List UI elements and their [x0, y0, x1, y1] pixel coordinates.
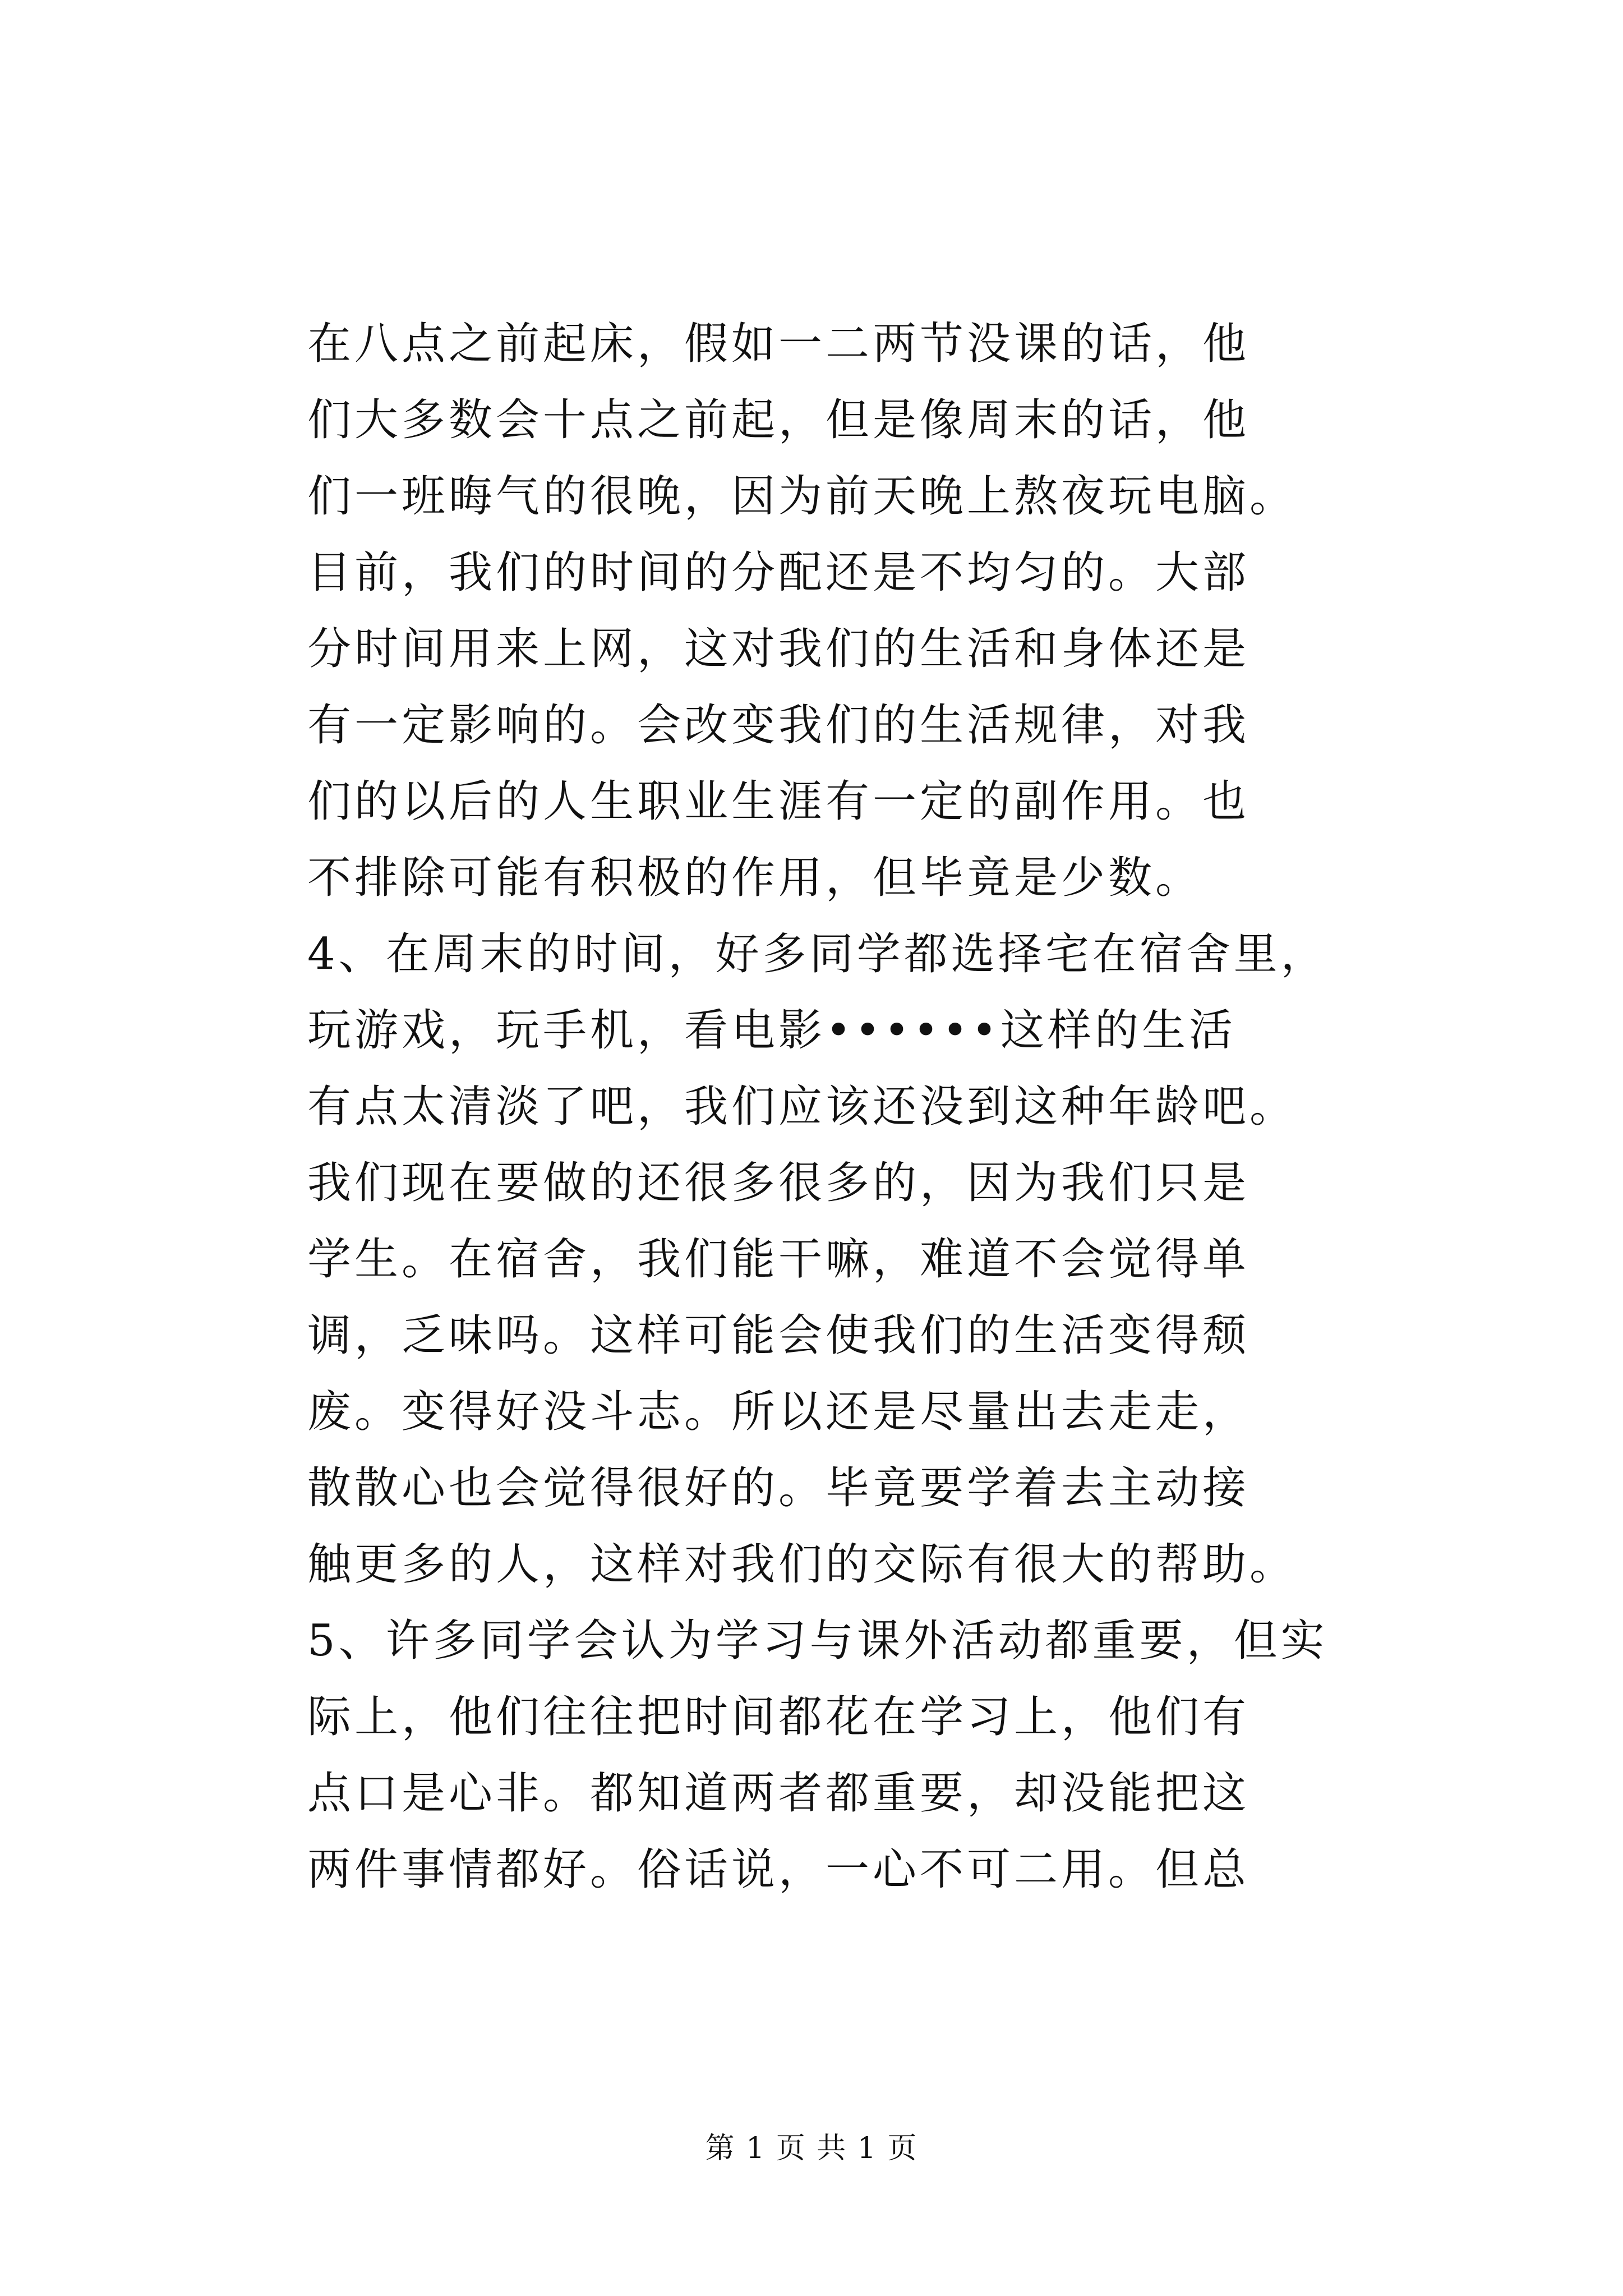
text-line: 们的以后的人生职业生涯有一定的副作用。也	[307, 776, 1250, 827]
text-line: 在八点之前起床，假如一二两节没课的话，他	[307, 319, 1250, 369]
text-line: 分时间用来上网，这对我们的生活和身体还是	[307, 624, 1250, 674]
body-text	[307, 306, 1552, 1908]
text-line: 学生。在宿舍，我们能干嘛，难道不会觉得单	[307, 1234, 1250, 1285]
page-number: 第 1 页 共 1 页	[705, 2132, 918, 2165]
text-line: 目前，我们的时间的分配还是不均匀的。大部	[307, 547, 1250, 598]
text-line: 触更多的人，这样对我们的交际有很大的帮助。	[307, 1539, 1297, 1590]
text-line: 5、许多同学会认为学习与课外活动都重要，但实	[307, 1616, 1328, 1666]
text-line: 有一定影响的。会改变我们的生活规律，对我	[307, 700, 1250, 751]
text-line: 我们现在要做的还很多很多的，因为我们只是	[307, 1158, 1250, 1208]
text-line: 点口是心非。都知道两者都重要，却没能把这	[307, 1768, 1250, 1819]
text-line: 有点太清淡了吧，我们应该还没到这种年龄吧。	[307, 1082, 1297, 1132]
text-line: 们一班晦气的很晚，因为前天晚上熬夜玩电脑。	[307, 471, 1297, 522]
text-line: 4、在周末的时间，好多同学都选择宅在宿舍里，	[307, 929, 1328, 979]
text-line: 们大多数会十点之前起，但是像周末的话，他	[307, 395, 1250, 445]
text-line: 调，乏味吗。这样可能会使我们的生活变得颓	[307, 1310, 1250, 1361]
text-line: 际上，他们往往把时间都花在学习上，他们有	[307, 1692, 1250, 1742]
text-line: 散散心也会觉得很好的。毕竟要学着去主动接	[307, 1463, 1250, 1513]
page-footer	[0, 2129, 1623, 2168]
text-line: 玩游戏，玩手机，看电影••••••这样的生活	[307, 1005, 1237, 1056]
text-line: 废。变得好没斗志。所以还是尽量出去走走，	[307, 1387, 1250, 1437]
text-line: 不排除可能有积极的作用，但毕竟是少数。	[307, 853, 1203, 903]
text-line: 两件事情都好。俗话说，一心不可二用。但总	[307, 1844, 1250, 1895]
